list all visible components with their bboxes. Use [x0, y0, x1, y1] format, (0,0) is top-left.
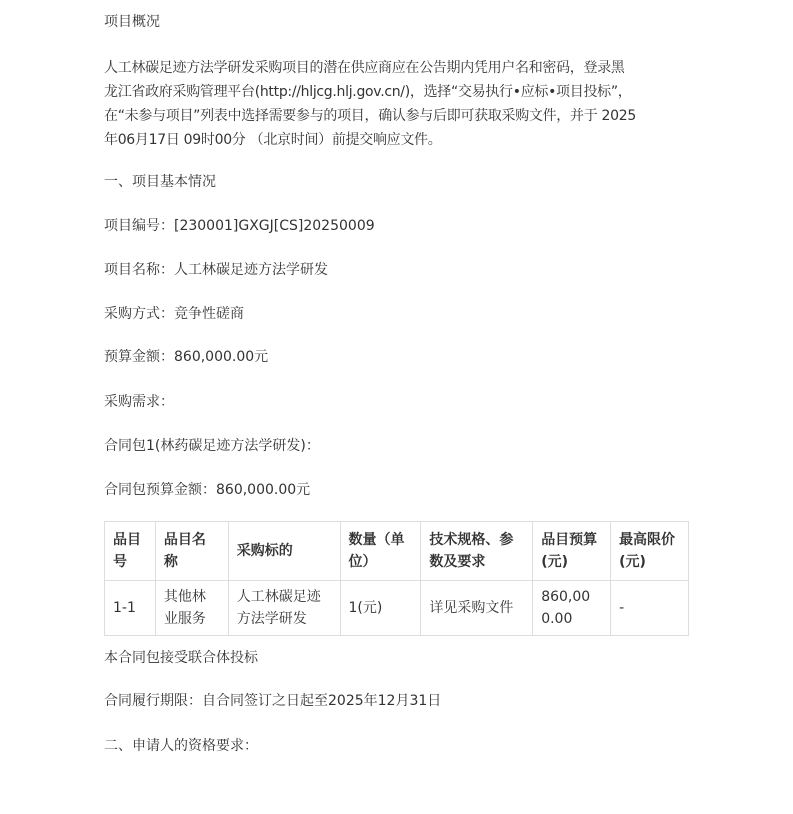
overview-line-2: 龙江省政府采购管理平台(http://hljcg.hlj.gov.cn/)，选择“交易执行•应标•项目投标”，: [104, 84, 632, 100]
table-header-row: [105, 522, 689, 581]
cell-max-price: -: [611, 581, 689, 636]
project-number: 项目编号：[230001]GXGJ[CS]20250009: [104, 218, 375, 234]
section1-title: 一、项目基本情况: [104, 174, 216, 190]
cell-item-budget: 860,000.00: [533, 581, 611, 636]
items-table: [104, 521, 689, 636]
cell-quantity: 1(元): [340, 581, 421, 636]
overview-line-4: 年06月17日 09时00分 （北京时间）前提交响应文件。: [104, 132, 442, 148]
header-item-number: 品目号: [105, 522, 156, 581]
cell-subject: 人工林碳足迹方法学研发: [228, 581, 340, 636]
section2-title: 二、申请人的资格要求：: [104, 738, 258, 754]
overview-line-3: 在“未参与项目”列表中选择需要参与的项目，确认参与后即可获取采购文件，并于 2025: [104, 108, 636, 124]
consortium-note: 本合同包接受联合体投标: [104, 650, 258, 666]
package-budget: 合同包预算金额：860,000.00元: [104, 482, 311, 498]
cell-item-number: 1-1: [105, 581, 156, 636]
overview-paragraph: [104, 56, 694, 152]
header-specs: 技术规格、参数及要求: [421, 522, 533, 581]
header-quantity: 数量（单位）: [340, 522, 421, 581]
header-item-name: 品目名称: [155, 522, 228, 581]
contract-package: 合同包1(林药碳足迹方法学研发)：: [104, 438, 320, 454]
overview-line-1: 人工林碳足迹方法学研发采购项目的潜在供应商应在公告期内凭用户名和密码，登录黑: [104, 60, 625, 76]
overview-title: 项目概况: [104, 14, 160, 30]
contract-period: 合同履行期限：自合同签订之日起至2025年12月31日: [104, 693, 442, 709]
cell-item-name: 其他林业服务: [155, 581, 228, 636]
budget-amount: 预算金额：860,000.00元: [104, 349, 269, 365]
header-item-budget: 品目预算(元): [533, 522, 611, 581]
header-subject: 采购标的: [228, 522, 340, 581]
table-row: [105, 581, 689, 636]
procurement-requirements: 采购需求：: [104, 394, 174, 410]
procurement-method: 采购方式：竞争性磋商: [104, 306, 244, 322]
project-name: 项目名称：人工林碳足迹方法学研发: [104, 262, 328, 278]
header-max-price: 最高限价(元): [611, 522, 689, 581]
cell-specs: 详见采购文件: [421, 581, 533, 636]
